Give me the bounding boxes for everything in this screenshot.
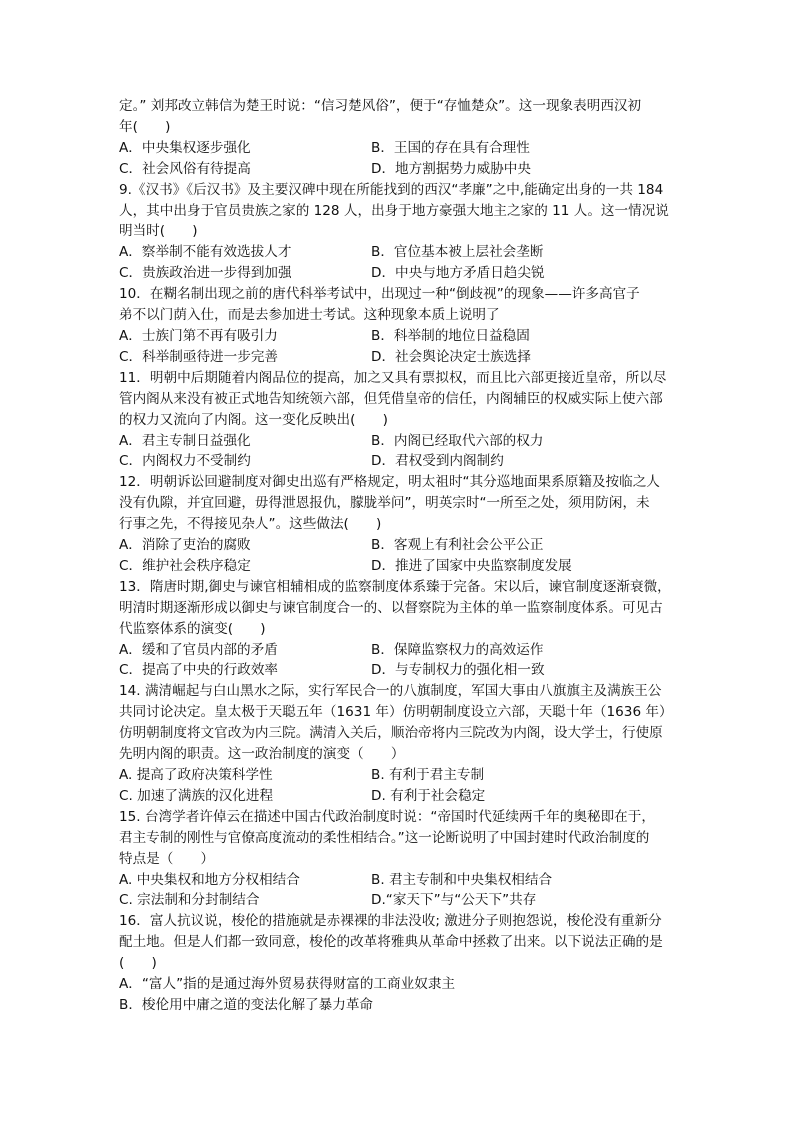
question-stem-line: 仿明朝制度将文官改为内三院。满清入关后，顺治帝将内三院改为内阁，设大学士，行使原 xyxy=(119,725,663,742)
question-stem-line: 先明内阁的职责。这一政治制度的演变（ ） xyxy=(119,746,405,763)
question-block xyxy=(119,96,679,180)
option-c: C．社会风俗有待提高 xyxy=(119,160,251,177)
question-stem-line: 9.《汉书》《后汉书》及主要汉碑中现在所能找到的西汉“孝廉”之中,能确定出身的一共 184 xyxy=(119,181,664,198)
question-stem-line: 10．在糊名制出现之前的唐代科举考试中，出现过一种“倒歧视”的现象——许多高官子 xyxy=(119,286,640,303)
option-row xyxy=(119,451,679,472)
option-a: A．“富人”指的是通过海外贸易获得财富的工商业奴隶主 xyxy=(119,976,456,993)
option-row xyxy=(119,890,679,911)
question-stem-line: 君主专制的刚性与官僚高度流动的柔性相结合。”这一论断说明了中国封建时代政治制度的 xyxy=(119,829,650,846)
question-stem-line: 年( ) xyxy=(119,118,171,135)
question-sheet xyxy=(119,96,679,1016)
question-stem-line: 弟不以门荫入仕，而是去参加进士考试。这种现象本质上说明了 xyxy=(119,307,500,324)
option-a: A．缓和了官员内部的矛盾 xyxy=(119,641,278,658)
question-stem-line: 11．明朝中后期随着内阁品位的提高，加之又具有票拟权，而且比六部更接近皇帝，所以尽 xyxy=(119,369,667,386)
option-row xyxy=(119,556,679,577)
option-b: B. 君主专制和中央集权相结合 xyxy=(371,871,553,888)
question-stem-line: 15. 台湾学者许倬云在描述中国古代政治制度时说：“帝国时代延续两千年的奥秘即在于， xyxy=(119,808,655,825)
question-stem-line: 定。” 刘邦改立韩信为楚王时说：“信习楚风俗”，便于“存恤楚众”。这一现象表明西汉初 xyxy=(119,98,642,114)
option-row xyxy=(119,640,679,661)
option-row xyxy=(119,786,679,807)
question-block xyxy=(119,180,679,285)
option-a: A．君主专制日益强化 xyxy=(119,432,251,449)
option-b: B．保障监察权力的高效运作 xyxy=(371,641,544,658)
question-stem-line: 12．明朝诉讼回避制度对御史出巡有严格规定，明太祖时“其分巡地面果系原籍及按临之人 xyxy=(119,474,660,491)
option-d: D．推进了国家中央监察制度发展 xyxy=(371,557,572,574)
question-block xyxy=(119,807,679,912)
option-a: A．消除了吏治的腐败 xyxy=(119,537,251,554)
option-b: B. 有利于君主专制 xyxy=(371,767,485,783)
question-block xyxy=(119,472,679,577)
option-d: D．君权受到内阁制约 xyxy=(371,453,504,470)
question-stem-line: 管内阁从来没有被正式地告知统领六部，但凭借皇帝的信任，内阁辅臣的权威实际上使六部 xyxy=(119,390,663,407)
option-b: B．官位基本被上层社会垄断 xyxy=(371,244,544,261)
option-d: D. 有利于社会稳定 xyxy=(371,787,486,804)
question-block xyxy=(119,368,679,473)
question-stem-line: 人，其中出身于官员贵族之家的 128 人，出身于地方豪强大地主之家的 11 人。这一情况说 xyxy=(119,202,669,219)
option-row xyxy=(119,431,679,452)
option-d: D．与专制权力的强化相一致 xyxy=(371,662,545,679)
option-a: A．察举制不能有效选拔人才 xyxy=(119,244,292,261)
question-stem-line: 13．隋唐时期,御史与谏官相辅相成的监察制度体系臻于完备。宋以后，谏官制度逐渐衰微， xyxy=(119,578,671,595)
option-a: A. 提高了政府决策科学性 xyxy=(119,767,273,783)
option-row xyxy=(119,159,679,180)
question-block xyxy=(119,577,679,682)
option-a: A．中央集权逐步强化 xyxy=(119,139,251,156)
option-row xyxy=(119,347,679,368)
option-row xyxy=(119,765,679,786)
question-stem-line: 代监察体系的演变( ) xyxy=(119,620,266,637)
option-b: B．内阁已经取代六部的权力 xyxy=(371,432,544,449)
option-c: C．提高了中央的行政效率 xyxy=(119,662,279,679)
option-b: B．客观上有利社会公平公正 xyxy=(371,537,544,554)
option-b: B．梭伦用中庸之道的变法化解了暴力革命 xyxy=(119,996,374,1013)
question-block xyxy=(119,681,679,806)
question-stem-line: 14. 满清崛起与白山黑水之际，实行军民合一的八旗制度，军国大事由八旗旗主及满族王公 xyxy=(119,683,662,700)
option-row xyxy=(119,870,679,891)
option-b: B．王国的存在具有合理性 xyxy=(371,139,530,156)
option-c: C. 加速了满族的汉化进程 xyxy=(119,787,274,804)
question-stem-line: 共同讨论决定。皇太极于天聪五年（1631 年）仿明朝制度设立六部，天聪十年（1636 年） xyxy=(119,704,673,721)
option-d: D．地方割据势力威胁中央 xyxy=(371,160,531,177)
option-row xyxy=(119,660,679,681)
question-stem-line: 特点是（ ） xyxy=(119,850,215,867)
question-stem-line: 明清时期逐渐形成以御史与谏官制度合一的、以督察院为主体的单一监察制度体系。可见古 xyxy=(119,599,663,616)
question-stem-line: 配土地。但是人们都一致同意，梭伦的改革将雅典从革命中拯救了出来。以下说法正确的是 xyxy=(119,934,663,951)
question-block xyxy=(119,284,679,368)
question-stem-line: 16．富人抗议说，梭伦的措施就是赤裸裸的非法没收; 激进分子则抱怨说，梭伦没有重新分 xyxy=(119,913,662,930)
option-c: C．科举制亟待进一步完善 xyxy=(119,348,279,365)
question-stem-line: 的权力又流向了内阁。这一变化反映出( ) xyxy=(119,411,388,428)
option-c: C．内阁权力不受制约 xyxy=(119,453,251,470)
question-stem-line: 行事之先，不得接见杂人”。这些做法( ) xyxy=(119,516,382,533)
option-row xyxy=(119,263,679,284)
option-a: A．士族门第不再有吸引力 xyxy=(119,327,278,344)
option-c: C．贵族政治进一步得到加强 xyxy=(119,265,292,282)
option-d: D．社会舆论决定士族选择 xyxy=(371,348,531,365)
option-a: A. 中央集权和地方分权相结合 xyxy=(119,871,300,888)
option-b: B．科举制的地位日益稳固 xyxy=(371,327,530,344)
option-row xyxy=(119,242,679,263)
option-d: D．中央与地方矛盾日趋尖锐 xyxy=(371,265,545,282)
option-c: C．维护社会秩序稳定 xyxy=(119,557,251,574)
option-row xyxy=(119,138,679,159)
question-stem-line: ( ) xyxy=(119,955,157,972)
question-stem-line: 明当时( ) xyxy=(119,223,198,240)
option-row xyxy=(119,326,679,347)
option-row xyxy=(119,535,679,556)
question-block xyxy=(119,911,679,1016)
option-c: C. 宗法制和分封制结合 xyxy=(119,892,260,909)
option-d: D.“家天下”与“公天下”共存 xyxy=(371,892,537,909)
question-stem-line: 没有仇隙，并宜回避，毋得泄恩报仇，朦胧举问”，明英宗时“一所至之处，须用防闲，未 xyxy=(119,495,650,512)
